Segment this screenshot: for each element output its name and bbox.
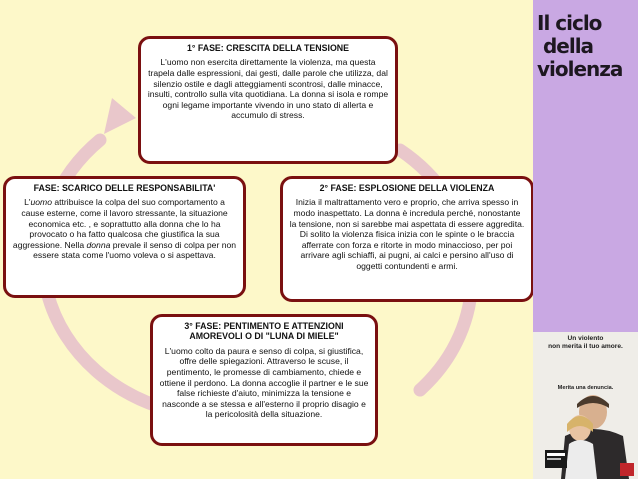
phase-4-text: L'uomo attribuisce la colpa del suo comportamento a cause esterne, come il lavoro stressante, la situazione economica etc. , e soprattutto alla donna che lo ha provocato o ha fatto qualcosa che giustifica la sua aggressione. Nella donna prevale il senso di colpa per non essere stata come l'uomo voleva o si aspettava. xyxy=(12,197,237,261)
phase-1-text: L'uomo non esercita direttamente la violenza, ma questa trapela dalle espressioni, dai gesti, dalle parole che utilizza, dal silenzio ostile e dagli atteggiamenti scontrosi, dalle minacce, insulti, controllo sulla vita quotidiana. La donna si isola e rompe ogni legame importante vivendo in uno stato di allerta e accumulo di stress. xyxy=(147,57,389,121)
cycle-arrow-head xyxy=(104,98,136,134)
poster-couple-image xyxy=(533,332,638,479)
phase-4-box xyxy=(3,176,246,298)
phase-3-heading: 3° FASE: PENTIMENTO E ATTENZIONI AMOREVOLI O DI "LUNA DI MIELE" xyxy=(184,321,344,342)
phase-3-text: L'uomo colto da paura e senso di colpa, si giustifica, offre delle spiegazioni. Attraverso le scuse, il pentimento, le promesse di cambiamento, chiede e ottiene il perdono. La donna accoglie il partner e le sue false richieste d'aiuto, minimizza la tensione e nasconde a se stessa e all'esterno il proprio disagio e la pericolosità della situazione. xyxy=(159,345,369,420)
poster-tagline: Merita una denuncia. xyxy=(557,385,614,391)
poster-headline: Un violento non merita il tuo amore. xyxy=(548,335,623,350)
phase-4-heading: FASE: SCARICO DELLE RESPONSABILITA' xyxy=(33,183,216,193)
phase-2-heading: 2° FASE: ESPLOSIONE DELLA VIOLENZA xyxy=(319,183,495,193)
phase-1-box xyxy=(138,36,398,164)
slide-title: Il ciclo della violenza xyxy=(537,11,623,81)
phase-1-heading: 1° FASE: CRESCITA DELLA TENSIONE xyxy=(186,43,350,53)
phase-2-box xyxy=(280,176,534,302)
phase-3-box xyxy=(150,314,378,446)
campaign-poster xyxy=(533,332,638,479)
phase-2-text: Inizia il maltrattamento vero e proprio, che arriva spesso in modo inaspettato. La donna è incredula perché, nonostante la tensione, non si sarebbe mai aspettata di essere aggredita. Di solito la violenza fisica inizia con le spinte o le braccia afferrate con forza e ritorte in modo minaccioso, per poi arrivare agli schiaffi, ai pugni, ai calci e persino all'uso di oggetti contundenti e armi. xyxy=(289,197,525,271)
